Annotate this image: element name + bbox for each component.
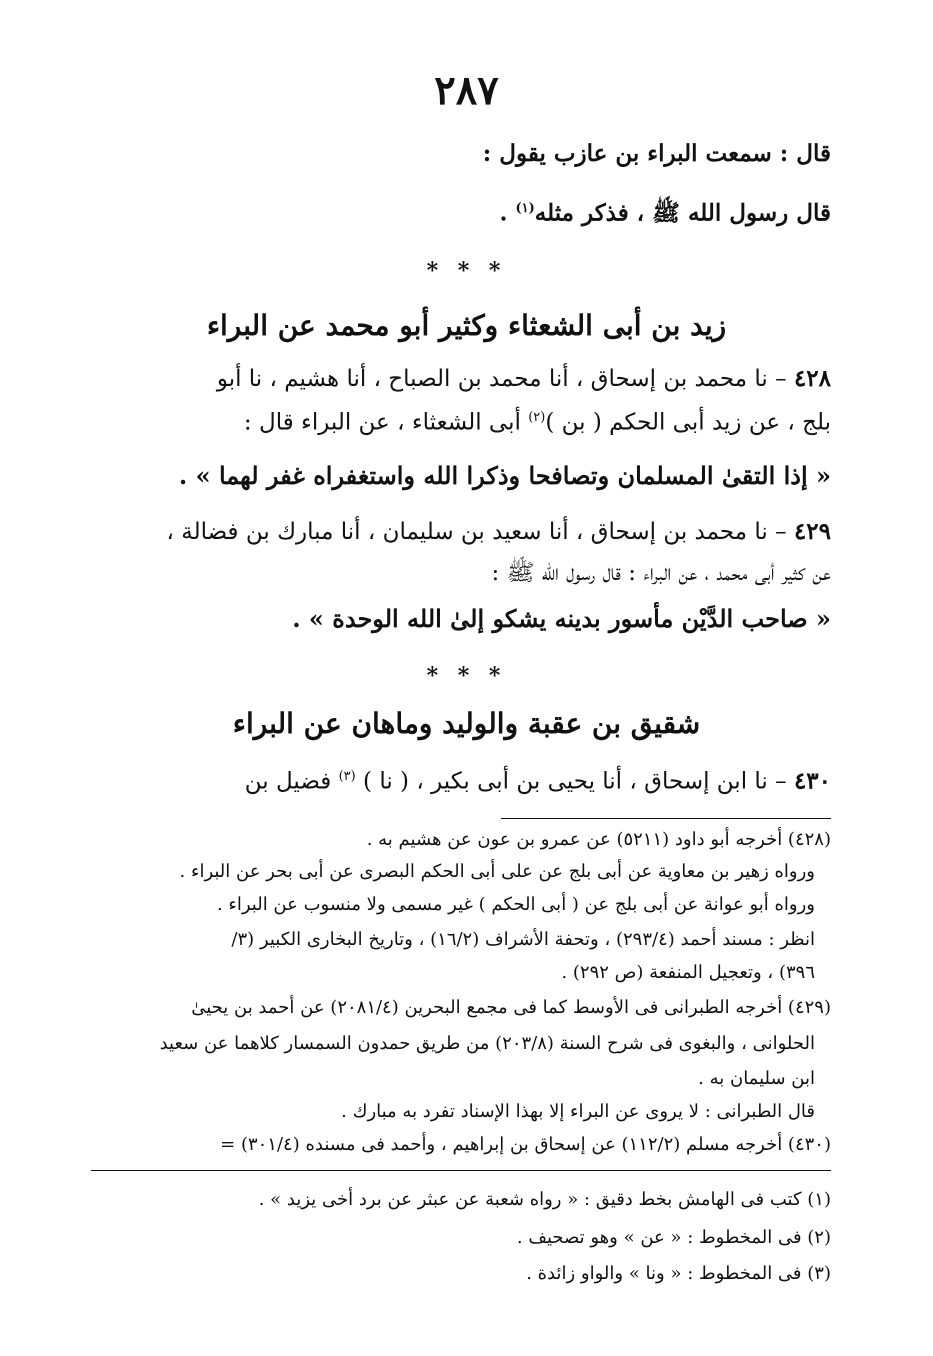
footnote-marker: (١) bbox=[515, 201, 535, 216]
isnad-text: – نا محمد بن إسحاق ، أنا سعيد بن سليمان ، أنا مبارك بن فضالة ، bbox=[166, 519, 794, 545]
isnad-text: فضيل بن bbox=[244, 768, 339, 795]
text-line bbox=[100, 137, 831, 171]
takhrij-line: ورواه أبو عوانة عن أبى بلج عن ( أبى الحكم ) غير مسمى ولا منسوب عن البراء . bbox=[216, 894, 815, 915]
hadith-429-matn: « صاحب الدَّيْن مأسور بدينه يشكو إلىٰ الله الوحدة » . bbox=[292, 604, 831, 633]
takhrij-line: ٣٩٦) ، وتعجيل المنفعة (ص ٢٩٢) . bbox=[561, 962, 815, 983]
hadith-428-line2 bbox=[100, 401, 831, 440]
section-heading: زيد بن أبى الشعثاء وكثير أبو محمد عن البراء bbox=[206, 309, 727, 342]
footnote-marker: (٢) bbox=[528, 410, 546, 425]
hadith-number: ٤٣٠ bbox=[793, 767, 831, 795]
isnad-text: – نا ابن إسحاق ، أنا يحيى بن أبى بكير ، ( نا ) bbox=[355, 768, 794, 795]
manuscript-note: (٢) فى المخطوط : « عن » وهو تصحيف . bbox=[516, 1227, 831, 1248]
section-heading: شقيق بن عقبة والوليد وماهان عن البراء bbox=[232, 707, 701, 740]
text-line-end: . bbox=[499, 199, 516, 227]
text-line-content: قال : سمعت البراء بن عازب يقول : bbox=[482, 140, 831, 167]
takhrij-line: الحلوانى ، والبغوى فى شرح السنة (٢٠٣/٨) من طريق حمدون السمسار كلاهما عن سعيد bbox=[159, 1033, 815, 1054]
manuscript-note: (١) كتب فى الهامش بخط دقيق : « رواه شعبة عن عبثر عن برد أخى يزيد » . bbox=[258, 1189, 831, 1210]
page-number: ٢٨٧ bbox=[434, 67, 499, 114]
isnad-text: أبى الشعثاء ، عن البراء قال : bbox=[243, 409, 529, 436]
manuscript-note: (٣) فى المخطوط : « ونا » والواو زائدة . bbox=[526, 1263, 831, 1284]
section-separator: * * * bbox=[426, 258, 507, 284]
text-line-content: قال رسول الله ﷺ ، فذكر مثله bbox=[534, 199, 831, 227]
hadith-428-matn: « إذا التقىٰ المسلمان وتصافحا وذكرا الله واستغفراه غفر لهما » . bbox=[178, 461, 831, 490]
hadith-430-line1 bbox=[100, 760, 831, 799]
footnote-marker: (٣) bbox=[338, 769, 356, 784]
hadith-429-line1 bbox=[100, 515, 831, 549]
takhrij-line: ابن سليمان به . bbox=[698, 1068, 815, 1089]
footnote-rule bbox=[501, 818, 831, 819]
section-separator: * * * bbox=[426, 663, 507, 689]
hadith-number: ٤٢٨ bbox=[793, 365, 831, 392]
takhrij-line: (٤٢٩) أخرجه الطبرانى فى الأوسط كما فى مجمع البحرين (٢٠٨١/٤) عن أحمد بن يحيىٰ bbox=[191, 997, 831, 1018]
takhrij-line: (٤٢٨) أخرجه أبو داود (٥٢١١) عن عمرو بن عون عن هشيم به . bbox=[366, 829, 831, 850]
hadith-number: ٤٢٩ bbox=[793, 518, 831, 545]
hadith-429-line2: عن كثير أبى محمد ، عن البراء : قال رسول الله ﷺ : bbox=[491, 560, 831, 586]
isnad-text: – نا محمد بن إسحاق ، أنا محمد بن الصباح ، أنا هشيم ، نا أبو bbox=[216, 366, 794, 392]
takhrij-line: ورواه زهير بن معاوية عن أبى بلج عن على أبى الحكم البصرى عن أبى بحر عن البراء . bbox=[179, 861, 815, 882]
takhrij-line: انظر : مسند أحمد (٢٩٣/٤) ، وتحفة الأشراف (١٦/٢) ، وتاريخ البخارى الكبير (٣/ bbox=[231, 929, 815, 950]
isnad-text: بلج ، عن زيد أبى الحكم ( بن ) bbox=[545, 409, 831, 436]
takhrij-line: قال الطبرانى : لا يروى عن البراء إلا بهذا الإسناد تفرد به مبارك . bbox=[341, 1101, 815, 1122]
footnote-rule bbox=[91, 1170, 831, 1171]
text-line bbox=[100, 192, 831, 231]
hadith-428-line1 bbox=[100, 362, 831, 396]
takhrij-line: (٤٣٠) أخرجه مسلم (١١٢/٢) عن إسحاق بن إبراهيم ، وأحمد فى مسنده (٣٠١/٤) = bbox=[220, 1134, 831, 1155]
